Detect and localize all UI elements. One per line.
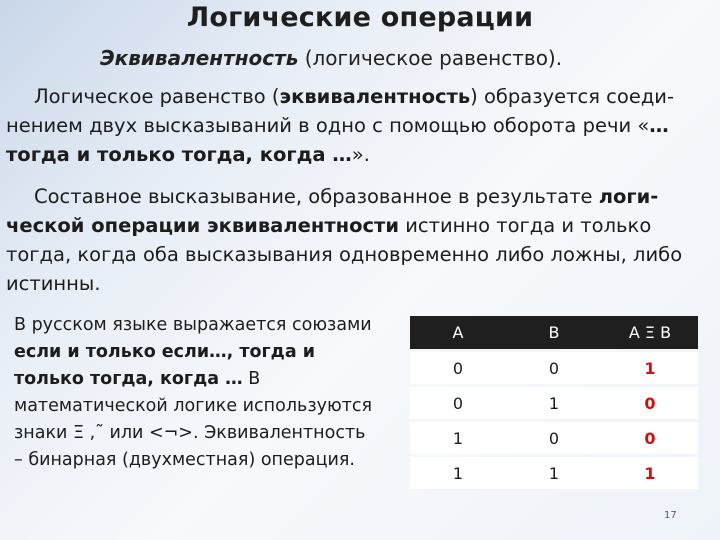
p2-part-a: Составное высказывание, образованное в результате	[34, 185, 599, 208]
slide-title: Логические операции	[186, 2, 534, 33]
header-a: A	[410, 316, 506, 349]
cell-a: 0	[410, 387, 506, 419]
cell-b: 0	[506, 422, 602, 454]
table-row	[410, 457, 698, 489]
p1-term: эквивалентность	[279, 85, 471, 108]
cell-b: 1	[506, 457, 602, 489]
p2-term: логи-ческой операции эквивалентности	[6, 185, 659, 237]
subtitle-term: Эквивалентность	[100, 46, 299, 70]
cell-result: 0	[602, 422, 698, 454]
truth-condition-paragraph	[6, 182, 706, 298]
cell-b: 0	[506, 352, 602, 384]
cell-a: 1	[410, 422, 506, 454]
table-header-row	[410, 316, 698, 349]
left-part-a: В русском языке выражается союзами	[14, 315, 372, 335]
table-row	[410, 352, 698, 384]
subtitle-rest: (логическое равенство).	[298, 46, 563, 70]
cell-result: 0	[602, 387, 698, 419]
slide-number: 17	[664, 510, 677, 521]
cell-a: 1	[410, 457, 506, 489]
table-row	[410, 387, 698, 419]
header-b: B	[506, 316, 602, 349]
p1-part-e: ».	[351, 143, 370, 166]
cell-b: 1	[506, 387, 602, 419]
language-usage-text	[14, 312, 374, 474]
cell-result: 1	[602, 352, 698, 384]
p2-part-c: истинно тогда и только тогда, когда оба высказывания одновременно либо ложны, либо истинны.	[6, 214, 683, 295]
cell-result: 1	[602, 457, 698, 489]
p1-part-c: ) образуется соеди-нением двух высказываний в одно с помощью оборота речи «	[6, 85, 675, 137]
subtitle	[100, 46, 562, 70]
header-result: A Ξ B	[602, 316, 698, 349]
table-row	[410, 422, 698, 454]
p1-phrase: … тогда и только тогда, когда …	[6, 114, 669, 166]
cell-a: 0	[410, 352, 506, 384]
left-part-c: В математической логике используются знаки Ξ ,˜ или <¬>. Эквивалентность – бинарная (двухместная) операция.	[14, 369, 373, 470]
truth-table	[410, 313, 698, 492]
left-conjunctions: если и только если…, тогда и только тогда, когда …	[14, 342, 315, 389]
p1-part-a: Логическое равенство (	[34, 85, 280, 108]
definition-paragraph	[6, 82, 706, 169]
